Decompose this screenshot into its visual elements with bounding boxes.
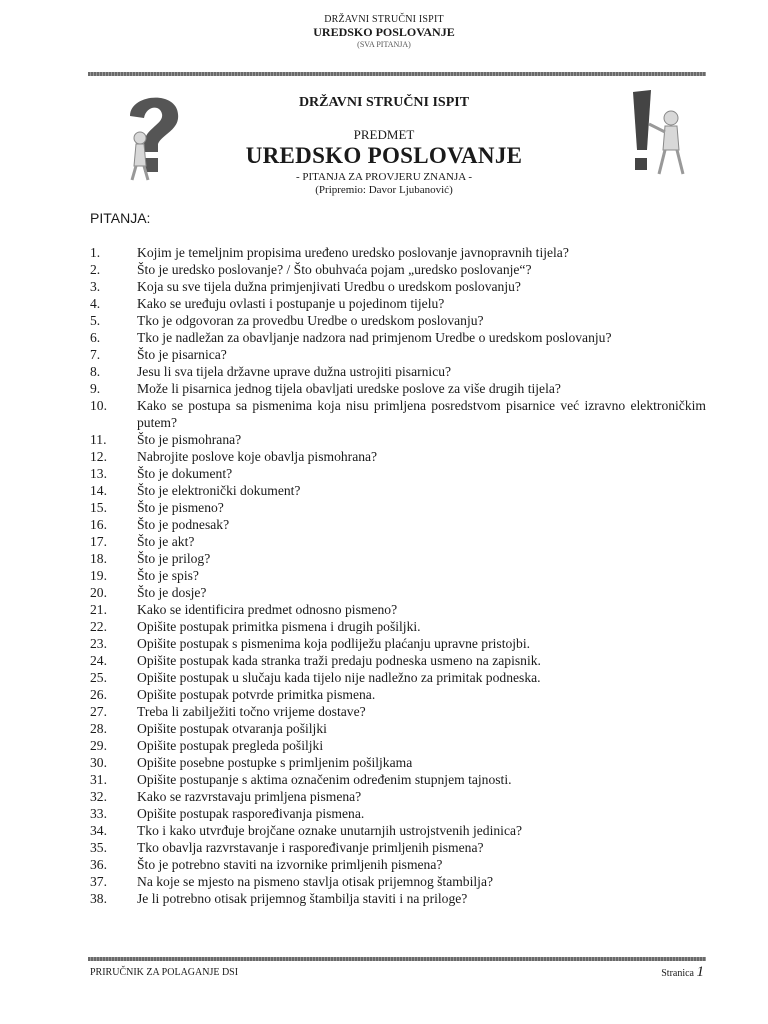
question-number: 20. (90, 585, 107, 600)
question-number: 29. (90, 738, 107, 753)
question-text: Tko obavlja razvrstavanje i raspoređivanje primljenih pismena? (137, 840, 484, 855)
question-number: 33. (90, 806, 107, 821)
question-text: Opišite posebne postupke s primljenim pošiljkama (137, 755, 413, 770)
question-item (90, 516, 706, 533)
question-item (90, 669, 706, 686)
section-heading: PITANJA: (90, 210, 151, 226)
question-number: 25. (90, 670, 107, 685)
question-number: 17. (90, 534, 107, 549)
question-item (90, 278, 706, 295)
question-text: Kako se uređuju ovlasti i postupanje u pojedinom tijelu? (137, 296, 445, 311)
question-text: Što je pismeno? (137, 500, 224, 515)
running-header-scope: (SVA PITANJA) (357, 40, 411, 49)
question-number: 1. (90, 245, 101, 260)
question-item (90, 754, 706, 771)
question-text: Opišite postupak s pismenima koja podliježu plaćanju upravne pristojbi. (137, 636, 531, 651)
question-item (90, 363, 706, 380)
question-item (90, 465, 706, 482)
question-text: Opišite postupak u slučaju kada tijelo nije nadležno za primitak podneska. (137, 670, 541, 685)
question-number: 35. (90, 840, 107, 855)
question-list (90, 244, 706, 907)
question-item (90, 618, 706, 635)
header-divider (88, 72, 706, 76)
document-title: UREDSKO POSLOVANJE (245, 143, 523, 168)
question-number: 4. (90, 296, 101, 311)
question-item (90, 805, 706, 822)
question-number: 14. (90, 483, 107, 498)
question-item (90, 873, 706, 890)
question-text: Što je akt? (137, 534, 195, 549)
question-text: Jesu li sva tijela državne uprave dužna ustrojiti pisarnicu? (137, 364, 452, 379)
question-number: 36. (90, 857, 107, 872)
question-number: 34. (90, 823, 107, 838)
question-number: 10. (90, 398, 107, 413)
question-item (90, 856, 706, 873)
question-text: Može li pisarnica jednog tijela obavljati uredske poslove za više drugih tijela? (137, 381, 561, 396)
question-number: 15. (90, 500, 107, 515)
question-item (90, 533, 706, 550)
question-item (90, 720, 706, 737)
question-number: 18. (90, 551, 107, 566)
question-number: 24. (90, 653, 107, 668)
question-item (90, 244, 706, 261)
question-item (90, 397, 706, 431)
question-number: 22. (90, 619, 107, 634)
document-subtitle: - PITANJA ZA PROVJERU ZNANJA - (295, 171, 473, 183)
document-exam-title: DRŽAVNI STRUČNI ISPIT (298, 95, 470, 110)
question-text: Što je spis? (137, 568, 199, 583)
question-text: Opišite postupak raspoređivanja pismena. (137, 806, 365, 821)
question-number: 5. (90, 313, 101, 328)
question-item (90, 550, 706, 567)
question-item (90, 890, 706, 907)
question-number: 30. (90, 755, 107, 770)
question-number: 2. (90, 262, 101, 277)
footer-divider (88, 957, 706, 961)
question-item (90, 295, 706, 312)
question-text: Što je potrebno staviti na izvornike primljenih pismena? (137, 857, 443, 872)
question-text: Što je prilog? (137, 551, 211, 566)
question-number: 3. (90, 279, 101, 294)
question-item (90, 703, 706, 720)
question-text: Kojim je temeljnim propisima uređeno uredsko poslovanje javnopravnih tijela? (137, 245, 569, 260)
question-text: Opišite postupak potvrde primitka pismena. (137, 687, 376, 702)
question-text: Tko i kako utvrđuje brojčane oznake unutarnjih ustrojstvenih jedinica? (137, 823, 523, 838)
question-text: Kako se identificira predmet odnosno pismeno? (137, 602, 398, 617)
question-number: 11. (90, 432, 107, 447)
question-text: Kako se postupa sa pismenima koja nisu primljena posredstvom pisarnice već izravno elektroničkim putem? (137, 398, 706, 430)
question-number: 31. (90, 772, 107, 787)
question-text: Tko je nadležan za obavljanje nadzora nad primjenom Uredbe o uredskom poslovanju? (137, 330, 612, 345)
question-item (90, 261, 706, 278)
question-text: Što je podnesak? (137, 517, 230, 532)
question-item (90, 635, 706, 652)
question-item (90, 499, 706, 516)
document-author: (Pripremio: Davor Ljubanović) (315, 184, 453, 196)
question-text: Kako se razvrstavaju primljena pismena? (137, 789, 362, 804)
page-label: Stranica (661, 968, 694, 979)
question-item (90, 431, 706, 448)
question-text: Opišite postupak kada stranka traži predaju podneska usmeno na zapisnik. (137, 653, 541, 668)
question-number: 37. (90, 874, 107, 889)
question-text: Treba li zabilježiti točno vrijeme dostave? (137, 704, 366, 719)
question-text: Što je dokument? (137, 466, 233, 481)
question-text: Tko je odgovoran za provedbu Uredbe o uredskom poslovanju? (137, 313, 484, 328)
question-item (90, 312, 706, 329)
question-number: 13. (90, 466, 107, 481)
question-text: Na koje se mjesto na pismeno stavlja otisak prijemnog štambilja? (137, 874, 494, 889)
question-item (90, 652, 706, 669)
question-text: Što je uredsko poslovanje? / Što obuhvaća pojam „uredsko poslovanje“? (137, 262, 532, 277)
question-number: 27. (90, 704, 107, 719)
question-number: 21. (90, 602, 107, 617)
question-item (90, 737, 706, 754)
question-item (90, 822, 706, 839)
question-text: Što je elektronički dokument? (137, 483, 301, 498)
question-text: Opišite postupak primitka pismena i drugih pošiljki. (137, 619, 421, 634)
question-number: 6. (90, 330, 101, 345)
question-number: 26. (90, 687, 107, 702)
question-item (90, 584, 706, 601)
page-number: 1 (696, 964, 704, 980)
question-text: Koja su sve tijela dužna primjenjivati Uredbu o uredskom poslovanju? (137, 279, 521, 294)
question-number: 38. (90, 891, 107, 906)
question-item (90, 346, 706, 363)
question-number: 28. (90, 721, 107, 736)
question-item (90, 329, 706, 346)
subject-label: PREDMET (353, 127, 415, 142)
question-number: 23. (90, 636, 107, 651)
question-number: 12. (90, 449, 107, 464)
question-number: 7. (90, 347, 101, 362)
question-text: Opišite postupanje s aktima označenim određenim stupnjem tajnosti. (137, 772, 512, 787)
question-number: 8. (90, 364, 101, 379)
question-text: Je li potrebno otisak prijemnog štambilja staviti i na priloge? (137, 891, 468, 906)
running-header-exam: DRŽAVNI STRUČNI ISPIT (324, 14, 444, 25)
question-item (90, 686, 706, 703)
question-item (90, 380, 706, 397)
question-item (90, 482, 706, 499)
question-text: Što je dosje? (137, 585, 207, 600)
question-text: Što je pisarnica? (137, 347, 227, 362)
question-text: Opišite postupak otvaranja pošiljki (137, 721, 327, 736)
question-text: Što je pismohrana? (137, 432, 242, 447)
page-indicator (661, 964, 704, 981)
question-number: 9. (90, 381, 101, 396)
footer-title: PRIRUČNIK ZA POLAGANJE DSI (90, 967, 239, 978)
question-text: Nabrojite poslove koje obavlja pismohrana? (137, 449, 378, 464)
question-number: 16. (90, 517, 107, 532)
question-item (90, 788, 706, 805)
question-number: 32. (90, 789, 107, 804)
question-item (90, 601, 706, 618)
running-header-subject: UREDSKO POSLOVANJE (313, 25, 455, 39)
question-text: Opišite postupak pregleda pošiljki (137, 738, 324, 753)
question-item (90, 771, 706, 788)
question-item (90, 448, 706, 465)
question-item (90, 567, 706, 584)
question-item (90, 839, 706, 856)
question-number: 19. (90, 568, 107, 583)
